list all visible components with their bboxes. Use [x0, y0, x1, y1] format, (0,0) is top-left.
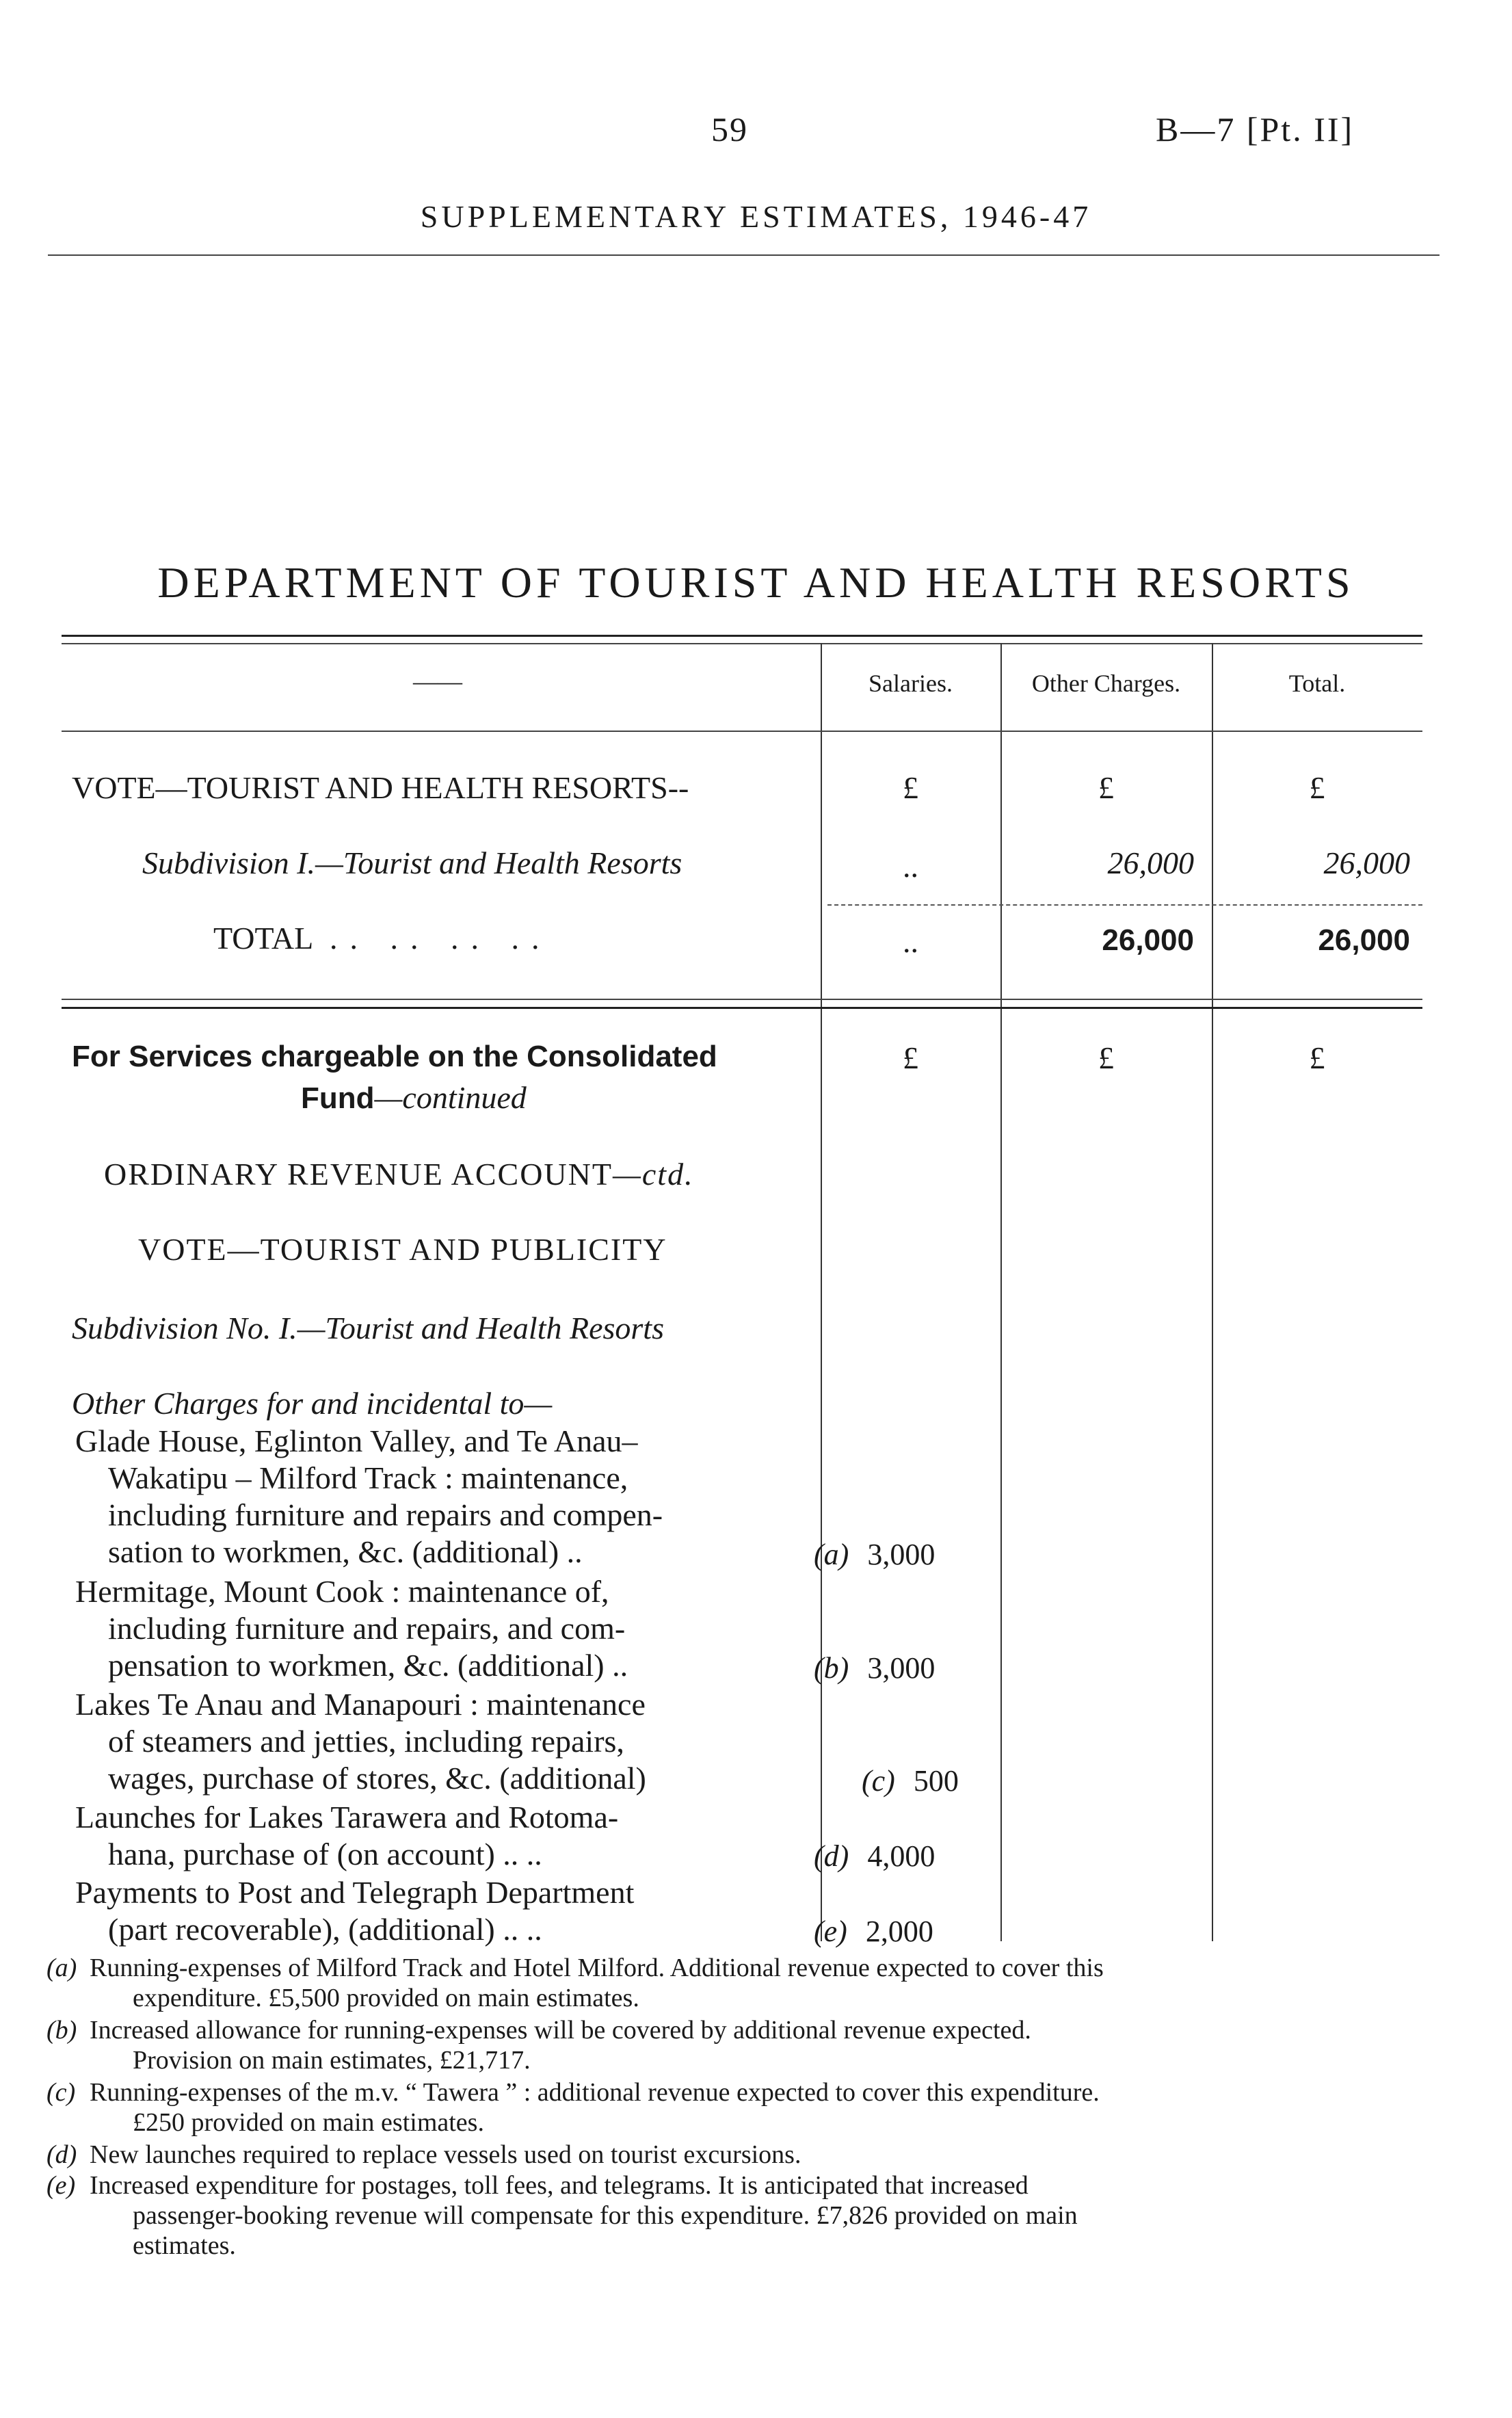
document-reference: B—7 [Pt. II] — [1156, 110, 1355, 148]
footnote-line: Running-expenses of the m.v. “ Tawera ” : additional revenue expected to cover this expenditure. — [90, 2078, 1100, 2107]
list-item — [75, 1874, 800, 1948]
total-currency: £ — [1309, 770, 1325, 805]
footnote-line: Increased allowance for running-expenses will be covered by additional revenue expected. — [90, 2016, 1031, 2045]
account-heading-text: ORDINARY REVENUE ACCOUNT — [104, 1157, 613, 1192]
item-amount — [862, 1763, 1033, 1798]
total-label — [213, 920, 552, 956]
item-amount — [814, 1839, 985, 1874]
footnote-line: £250 provided on main estimates. — [133, 2108, 484, 2137]
item-line: (part recoverable), (additional) .. .. — [108, 1912, 542, 1947]
footnote-line: estimates. — [133, 2231, 236, 2260]
detail-other-charges-currency: £ — [1098, 1040, 1114, 1075]
detail-column-divider-3 — [1212, 1011, 1213, 1941]
summary-table-bottom-rule — [62, 999, 1422, 1000]
footnote — [47, 1953, 1435, 2013]
page-number: 59 — [711, 110, 748, 148]
footnote-label: (e) — [47, 2171, 76, 2200]
list-item — [75, 1423, 800, 1571]
summary-table-top-rule — [62, 635, 1422, 637]
footnote-label: (a) — [47, 1954, 77, 1982]
item-line: Wakatipu – Milford Track : maintenance, — [108, 1460, 628, 1495]
item-amount — [814, 1914, 985, 1949]
item-note-label: (c) — [862, 1764, 895, 1798]
subdivision-heading: Subdivision No. I.—Tourist and Health Resorts — [72, 1311, 664, 1345]
item-note-label: (e) — [814, 1915, 847, 1948]
footnote — [47, 2170, 1435, 2261]
detail-column-divider-1 — [821, 1011, 822, 1941]
footnote-line: Provision on main estimates, £21,717. — [133, 2046, 531, 2075]
item-note-label: (b) — [814, 1651, 849, 1685]
department-title: DEPARTMENT OF TOURIST AND HEALTH RESORTS — [157, 558, 1355, 607]
services-heading-line1: For Services chargeable on the Consolidated — [72, 1040, 717, 1073]
vote-heading: VOTE—TOURIST AND PUBLICITY — [138, 1232, 667, 1267]
item-line: hana, purchase of (on account) .. .. — [108, 1837, 542, 1871]
summary-table-bottom-rule-2 — [62, 1007, 1422, 1009]
services-heading-fund: Fund — [301, 1081, 375, 1115]
subdivision-total: 26,000 — [1323, 845, 1410, 880]
item-line: including furniture and repairs, and com- — [108, 1611, 626, 1646]
account-heading — [104, 1156, 694, 1192]
item-amount-value: 500 — [913, 1764, 959, 1798]
list-item — [75, 1799, 800, 1873]
list-item — [75, 1573, 800, 1684]
list-item — [75, 1686, 800, 1797]
total-salaries: .. — [903, 924, 918, 959]
summary-column-divider-2 — [1000, 643, 1002, 1019]
detail-total-currency: £ — [1309, 1040, 1325, 1075]
other-charges-column-header: Other Charges. — [1031, 670, 1181, 697]
item-line: Lakes Te Anau and Manapouri : maintenance — [75, 1687, 646, 1722]
account-heading-ctd: —ctd. — [612, 1157, 694, 1192]
item-line: wages, purchase of stores, &c. (additional) — [108, 1761, 646, 1796]
footnote-label: (b) — [47, 2016, 77, 2045]
item-amount-value: 4,000 — [867, 1839, 936, 1873]
other-charges-heading: Other Charges for and incidental to— — [72, 1386, 553, 1421]
summary-column-divider-1 — [821, 643, 822, 1019]
item-line: Hermitage, Mount Cook : maintenance of, — [75, 1574, 609, 1609]
item-line: of steamers and jetties, including repairs, — [108, 1724, 624, 1759]
footnote-line: Running-expenses of Milford Track and Hotel Milford. Additional revenue expected to cover this — [90, 1954, 1104, 1982]
summary-table-top-rule-2 — [62, 643, 1422, 644]
footnote-label: (d) — [47, 2140, 77, 2169]
item-amount — [814, 1651, 985, 1685]
total-total: 26,000 — [1318, 923, 1410, 957]
item-amount-value: 3,000 — [867, 1538, 936, 1571]
footnote — [47, 2077, 1435, 2138]
footnote-line: expenditure. £5,500 provided on main estimates. — [133, 1984, 639, 2012]
item-line: Glade House, Eglinton Valley, and Te Anau– — [75, 1423, 638, 1458]
item-note-label: (d) — [814, 1839, 849, 1873]
services-heading-line2 — [301, 1079, 527, 1116]
item-note-label: (a) — [814, 1538, 849, 1571]
footnote-line: New launches required to replace vessels used on tourist excursions. — [90, 2140, 801, 2169]
item-line: sation to workmen, &c. (additional) .. — [108, 1534, 583, 1569]
item-line: Launches for Lakes Tarawera and Rotoma- — [75, 1800, 619, 1835]
item-line: including furniture and repairs and compen- — [108, 1497, 663, 1532]
item-line: Payments to Post and Telegraph Department — [75, 1875, 635, 1910]
footnote-label: (c) — [47, 2078, 76, 2107]
subtotal-rule — [827, 904, 1422, 906]
footnote — [47, 2140, 1435, 2170]
item-amount-value: 2,000 — [865, 1915, 933, 1948]
vote-label: VOTE—TOURIST AND HEALTH RESORTS-- — [72, 770, 689, 805]
total-label-dots: .. .. .. .. — [330, 921, 552, 956]
footnote-line: Increased expenditure for postages, toll fees, and telegrams. It is anticipated that increased — [90, 2171, 1029, 2200]
total-label-text: TOTAL — [213, 921, 313, 956]
detail-salaries-currency: £ — [903, 1040, 918, 1075]
total-column-header: Total. — [1288, 670, 1346, 697]
other-charges-currency: £ — [1098, 770, 1114, 805]
running-title: SUPPLEMENTARY ESTIMATES, 1946-47 — [420, 199, 1092, 234]
summary-column-divider-3 — [1212, 643, 1213, 1019]
salaries-column-header: Salaries. — [868, 670, 953, 697]
header-rule — [48, 254, 1440, 256]
services-heading-continued: —continued — [374, 1080, 527, 1115]
subdivision-salaries: .. — [903, 849, 918, 884]
item-line: pensation to workmen, &c. (additional) .. — [108, 1648, 628, 1683]
item-amount-value: 3,000 — [867, 1651, 936, 1685]
subdivision-other-charges: 26,000 — [1107, 845, 1194, 880]
summary-header-rule — [62, 731, 1422, 732]
blank-column-header: —— — [413, 668, 462, 695]
footnote — [47, 2015, 1435, 2075]
salaries-currency: £ — [903, 770, 918, 805]
item-amount — [814, 1537, 985, 1572]
footnote-line: passenger-booking revenue will compensate for this expenditure. £7,826 provided on main — [133, 2201, 1078, 2230]
detail-column-divider-2 — [1000, 1011, 1002, 1941]
total-other-charges: 26,000 — [1102, 923, 1194, 957]
subdivision-label: Subdivision I.—Tourist and Health Resorts — [142, 845, 682, 880]
